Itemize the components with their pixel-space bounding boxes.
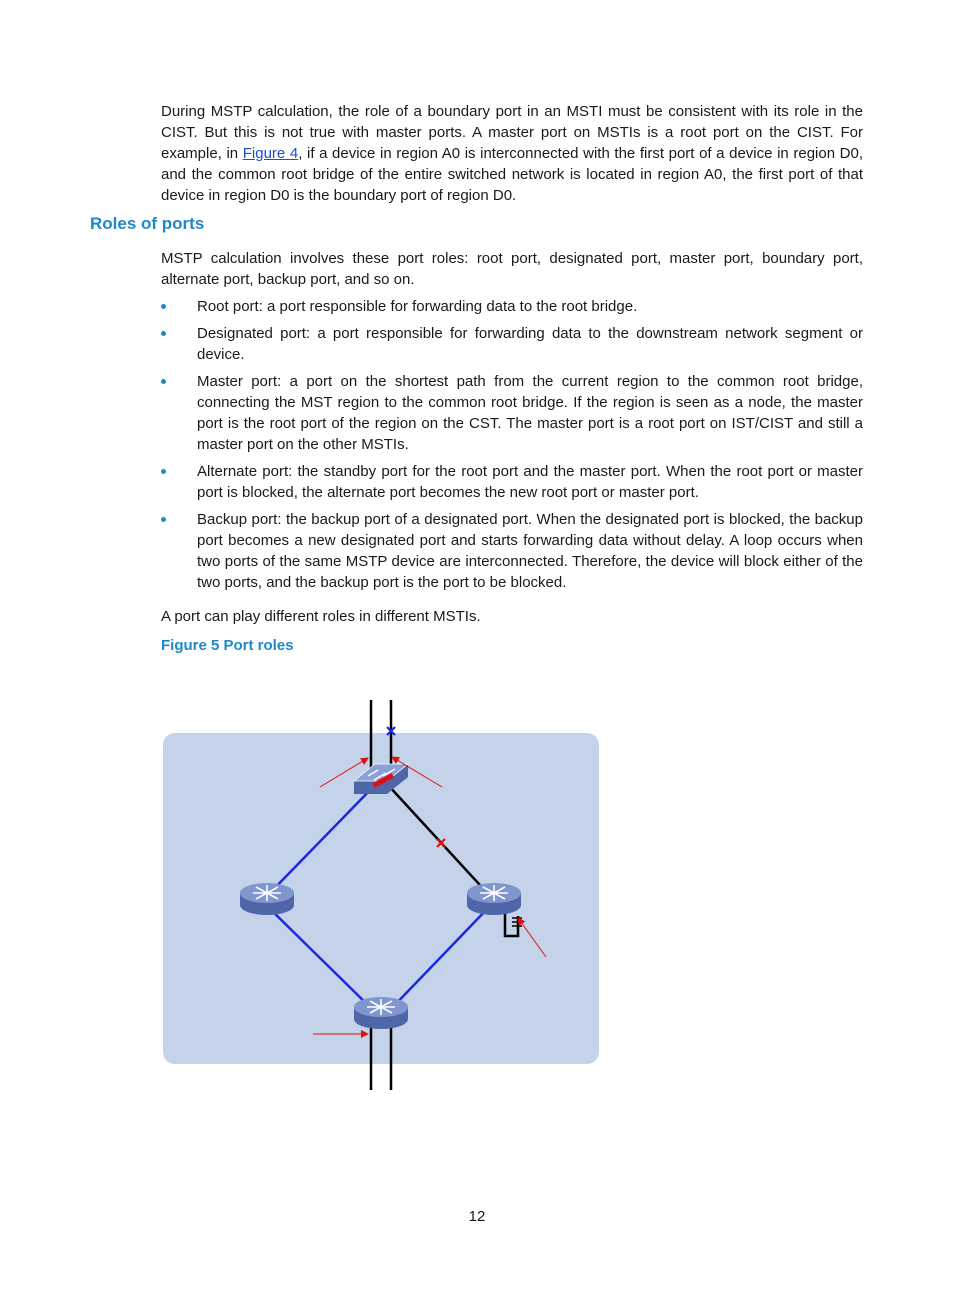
figure-4-link[interactable]: Figure 4 [242, 145, 299, 162]
router-icon [240, 883, 294, 915]
intro-text-start: During MSTP calculation, the role of a boundary port in an MSTI must be consistent with its role in the CIST. But this is not true with master ports. A master port on MSTIs is a root port on the CIST. For example, in [161, 103, 863, 162]
intro-text-end: , if a device in region A0 is interconnected with the first port of a device in region D0, and the common root bridge of the entire switched network is located in region A0, the first port of that device in region D0 is the boundary port of region D0. [161, 145, 863, 204]
router-icon [467, 883, 521, 915]
list-item-text: Root port: a port responsible for forwarding data to the root bridge. [197, 298, 638, 315]
list-item-text: Master port: a port on the shortest path from the current region to the common root bridge, connecting the MST region to the common root bridge. If the region is seen as a node, the master port is the root port of the region on the CST. The master port is a root port on IST/CIST and still a master port on the other MSTIs. [197, 373, 863, 453]
list-item-text: Backup port: the backup port of a designated port. When the designated port is blocked, the backup port becomes a new designated port and starts forwarding data without delay. A loop occurs when two ports of the same MSTP device are interconnected. Therefore, the device will block either of the two ports, and the backup port is the port to be blocked. [197, 511, 863, 591]
bullet-icon [161, 304, 166, 309]
bullet-icon [161, 517, 166, 522]
port-roles-diagram [160, 695, 604, 1095]
port-roles-list [161, 296, 863, 599]
list-item-text: Designated port: a port responsible for forwarding data to the downstream network segment or device. [197, 325, 863, 363]
section-lead-paragraph: MSTP calculation involves these port roles: root port, designated port, master port, boundary port, alternate port, backup port, and so on. [161, 250, 863, 288]
bullet-icon [161, 331, 166, 336]
list-item [161, 296, 863, 317]
page-number: 12 [468, 1208, 486, 1225]
router-icon [354, 997, 408, 1029]
intro-paragraph [161, 101, 863, 206]
list-item [161, 461, 863, 503]
section-heading: Roles of ports [90, 214, 205, 233]
bullet-icon [161, 379, 166, 384]
list-item [161, 371, 863, 455]
closing-paragraph: A port can play different roles in different MSTIs. [161, 608, 481, 625]
figure-caption: Figure 5 Port roles [161, 637, 294, 654]
list-item [161, 323, 863, 365]
list-item-text: Alternate port: the standby port for the root port and the master port. When the root port or master port is blocked, the alternate port becomes the new root port or master port. [197, 463, 863, 501]
bullet-icon [161, 469, 166, 474]
list-item [161, 509, 863, 593]
